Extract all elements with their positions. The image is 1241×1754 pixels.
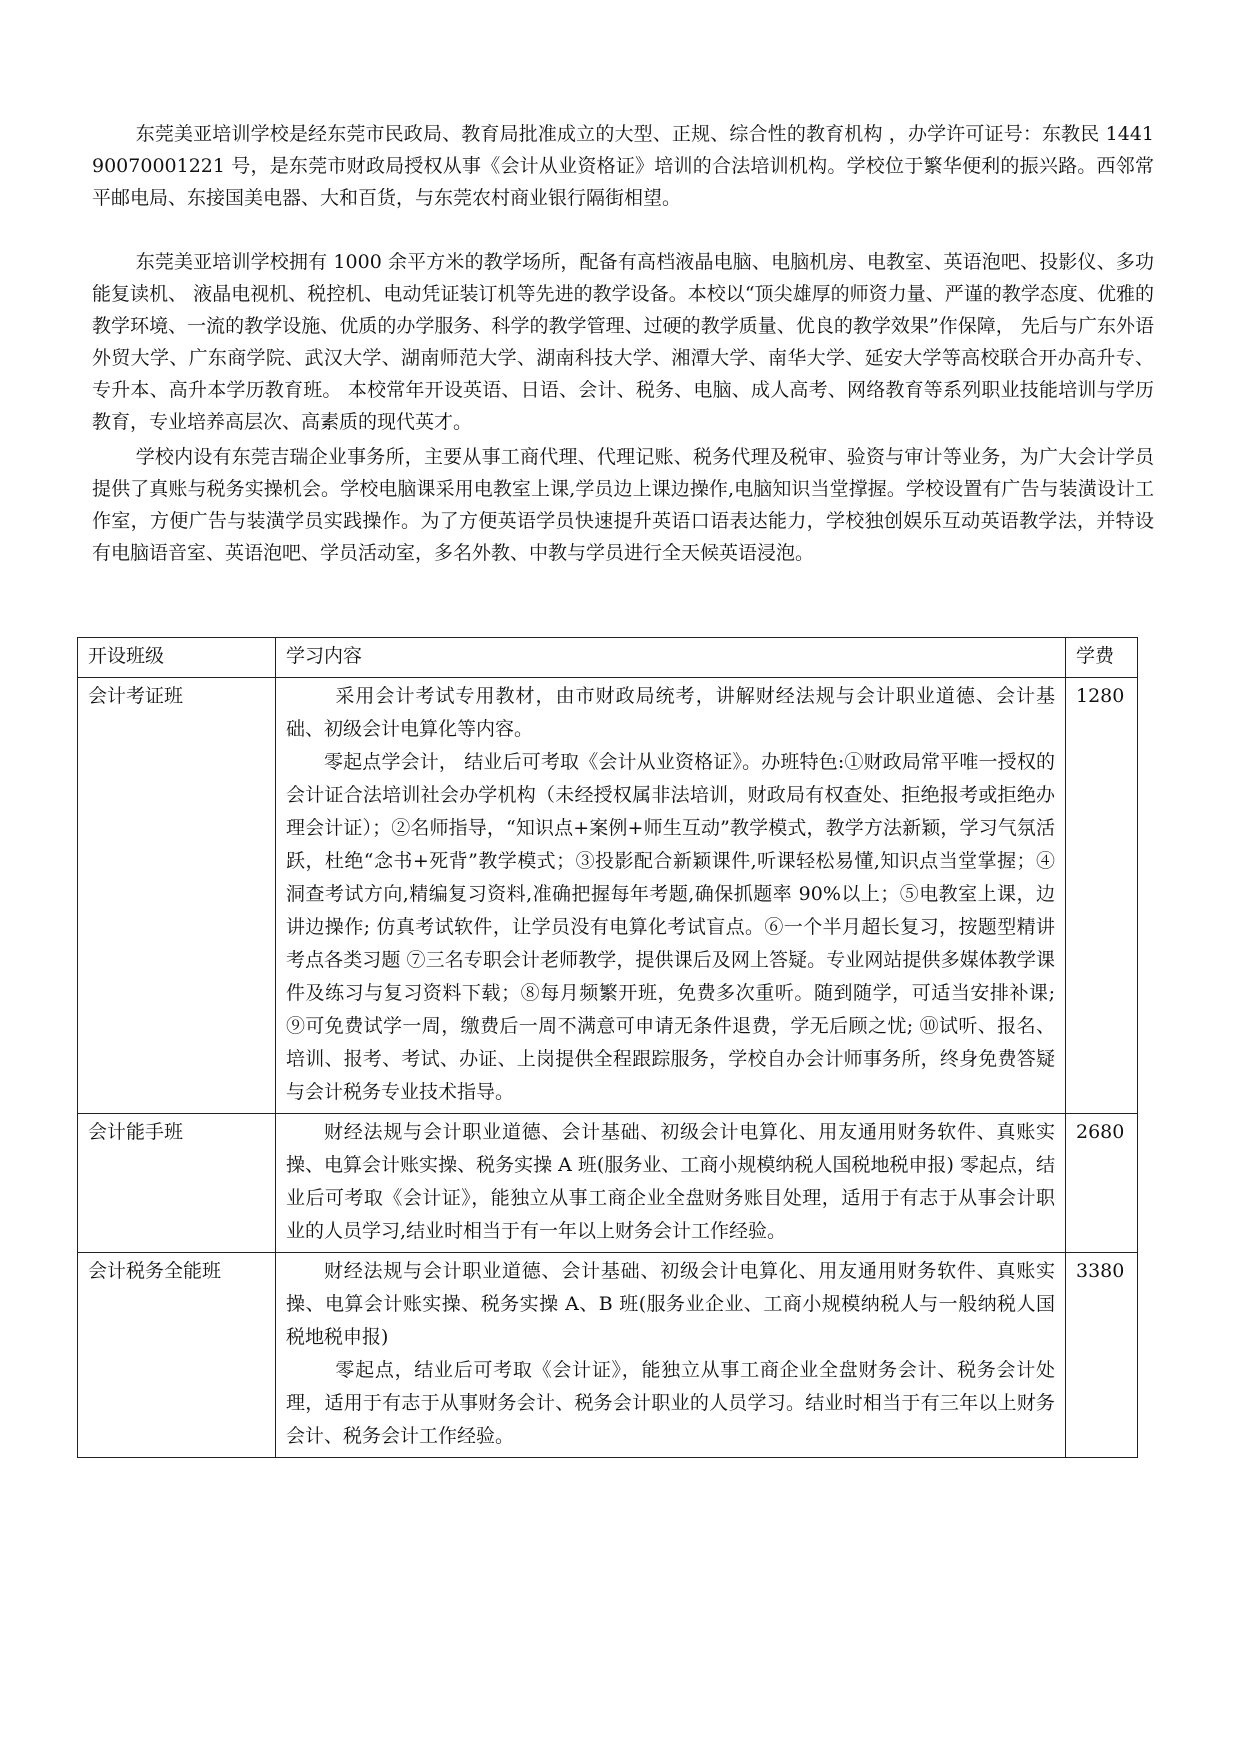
content-paragraph: 零起点，结业后可考取《会计证》，能独立从事工商企业全盘财务会计、税务会计处理，适用于有志于从事财务会计、税务会计职业的人员学习。结业时相当于有三年以上财务会计、税务会计工作经验。 bbox=[286, 1359, 1055, 1447]
class-content bbox=[276, 678, 1066, 1114]
course-fee-table bbox=[77, 637, 1138, 1458]
class-name: 会计税务全能班 bbox=[78, 1253, 276, 1458]
class-content bbox=[276, 1253, 1066, 1458]
intro-paragraph-2: 东莞美亚培训学校拥有 1000 余平方米的教学场所，配备有高档液晶电脑、电脑机房、电教室、英语泡吧、投影仪、多功能复读机、 液晶电视机、税控机、电动凭证装订机等先进的教学设备。本校以“顶尖雄厚的师资力量、严谨的教学态度、优雅的教学环境、一流的教学设施、优质的办学服务、科学的教学管理、过硬的教学质量、优良的教学效果”作保障， 先后与广东外语外贸大学、广东商学院、武汉大学、湖南师范大学、湖南科技大学、湘潭大学、南华大学、延安大学等高校联合开办高升专、专升本、高升本学历教育班。 本校常年开设英语、日语、会计、税务、电脑、成人高考、网络教育等系列职业技能培训与学历教育，专业培养高层次、高素质的现代英才。 bbox=[92, 251, 1154, 433]
content-paragraph: 采用会计考试专用教材，由市财政局统考，讲解财经法规与会计职业道德、会计基础、初级会计电算化等内容。 bbox=[286, 685, 1055, 740]
intro-paragraph-3: 学校内设有东莞吉瑞企业事务所，主要从事工商代理、代理记账、税务代理及税审、验资与审计等业务，为广大会计学员提供了真账与税务实操机会。学校电脑课采用电教室上课,学员边上课边操作,电脑知识当堂撑握。学校设置有广告与装潢设计工作室，方便广告与装潢学员实践操作。为了方便英语学员快速提升英语口语表达能力，学校独创娱乐互动英语教学法，并特设有电脑语音室、英语泡吧、学员活动室，多名外教、中教与学员进行全天候英语浸泡。 bbox=[92, 446, 1154, 564]
table-row bbox=[78, 1114, 1138, 1253]
class-name: 会计考证班 bbox=[78, 678, 276, 1114]
table-row bbox=[78, 1253, 1138, 1458]
class-fee: 2680 bbox=[1066, 1114, 1138, 1253]
header-fee: 学费 bbox=[1066, 638, 1138, 678]
content-paragraph: 零起点学会计， 结业后可考取《会计从业资格证》。办班特色:①财政局常平唯一授权的会计证合法培训社会办学机构（未经授权属非法培训，财政局有权查处、拒绝报考或拒绝办理会计证）；②名师指导，“知识点+案例+师生互动”教学模式，教学方法新颖，学习气氛活跃，杜绝“念书+死背”教学模式；③投影配合新颖课件,听课轻松易懂,知识点当堂掌握；④洞查考试方向,精编复习资料,准确把握每年考题,确保抓题率 90%以上；⑤电教室上课，边讲边操作; 仿真考试软件，让学员没有电算化考试盲点。⑥一个半月超长复习，按题型精讲考点各类习题 ⑦三名专职会计老师教学，提供课后及网上答疑。专业网站提供多媒体教学课件及练习与复习资料下载；⑧每月频繁开班，免费多次重听。随到随学，可适当安排补课; ⑨可免费试学一周，缴费后一周不满意可申请无条件退费，学无后顾之忧; ⑩试听、报名、培训、报考、考试、办证、上岗提供全程跟踪服务，学校自办会计师事务所，终身免费答疑与会计税务专业技术指导。 bbox=[286, 751, 1055, 1103]
class-content bbox=[276, 1114, 1066, 1253]
header-content: 学习内容 bbox=[276, 638, 1066, 678]
intro-section bbox=[92, 118, 1154, 569]
class-fee: 3380 bbox=[1066, 1253, 1138, 1458]
class-fee: 1280 bbox=[1066, 678, 1138, 1114]
table-header-row bbox=[78, 638, 1138, 678]
class-name: 会计能手班 bbox=[78, 1114, 276, 1253]
content-paragraph: 财经法规与会计职业道德、会计基础、初级会计电算化、用友通用财务软件、真账实操、电算会计账实操、税务实操 A、B 班(服务业企业、工商小规模纳税人与一般纳税人国税地税申报) bbox=[286, 1260, 1055, 1348]
header-class: 开设班级 bbox=[78, 638, 276, 678]
table-row bbox=[78, 678, 1138, 1114]
intro-paragraph-1: 东莞美亚培训学校是经东莞市民政局、教育局批准成立的大型、正规、综合性的教育机构 ，办学许可证号：东教民 144190070001221 号，是东莞市财政局授权从事《会计从业资格证》培训的合法培训机构。学校位于繁华便利的振兴路。西邻常平邮电局、东接国美电器、大和百货，与东莞农村商业银行隔街相望。 bbox=[92, 123, 1154, 209]
content-paragraph: 财经法规与会计职业道德、会计基础、初级会计电算化、用友通用财务软件、真账实操、电算会计账实操、税务实操 A 班(服务业、工商小规模纳税人国税地税申报) 零起点，结业后可考取《会计证》，能独立从事工商企业全盘财务账目处理，适用于有志于从事会计职业的人员学习,结业时相当于有一年以上财务会计工作经验。 bbox=[286, 1121, 1055, 1242]
